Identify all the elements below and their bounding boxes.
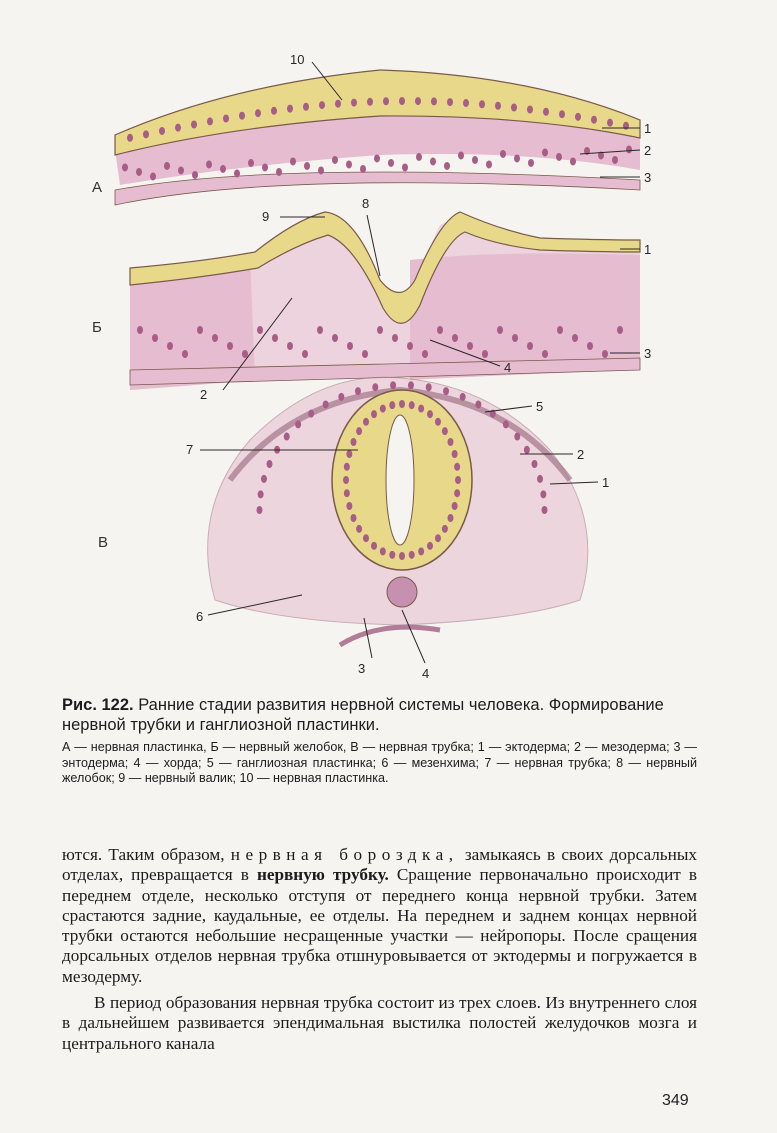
cell-nucleus: [323, 400, 329, 408]
cell-nucleus: [284, 433, 290, 441]
cell-nucleus: [542, 148, 548, 156]
cell-nucleus: [458, 151, 464, 159]
cell-nucleus: [380, 405, 386, 413]
cell-nucleus: [362, 350, 368, 358]
cell-nucleus: [360, 165, 366, 173]
cell-nucleus: [137, 326, 143, 334]
cell-nucleus: [150, 172, 156, 180]
cell-nucleus: [389, 401, 395, 409]
cell-nucleus: [514, 433, 520, 441]
cell-nucleus: [444, 162, 450, 170]
p1-end: Сращение первоначально происходит в переднем отделе, несколько отступя от переднего конца нервной трубки. Затем срастаются задние, каудальные, ее отделы. На переднем и заднем концах нервной трубки остаются небольшие несращенные участки — нейропоры. После сращения дорсальных отделов нервная трубка отшнуровывается от эктодермы и погружается в мезодерму.: [62, 865, 697, 986]
label-3-c: 3: [358, 661, 366, 676]
p1-bold-term: нервную трубку.: [256, 865, 389, 885]
cell-nucleus: [255, 109, 261, 117]
cell-nucleus: [304, 162, 310, 170]
caption-title-text: Ранние стадии развития нервной системы человека. Формирование нервной трубки и ганглиозной пластинки.: [62, 696, 664, 734]
cell-nucleus: [399, 97, 405, 105]
cell-nucleus: [612, 156, 618, 164]
cell-nucleus: [542, 506, 548, 514]
cell-nucleus: [557, 326, 563, 334]
label-5: 5: [536, 399, 544, 414]
cell-nucleus: [383, 97, 389, 105]
cell-nucleus: [500, 150, 506, 158]
label-4-c: 4: [422, 666, 430, 681]
p1-mid: замыкаясь в своих дорсальных отделах, превращается в: [62, 845, 697, 885]
cell-nucleus: [346, 502, 352, 510]
cell-nucleus: [346, 160, 352, 168]
cell-nucleus: [454, 489, 460, 497]
cell-nucleus: [431, 97, 437, 105]
cell-nucleus: [447, 98, 453, 106]
p1-spaced-term: нервная бороздка,: [230, 845, 459, 864]
cell-nucleus: [390, 381, 396, 389]
cell-nucleus: [475, 400, 481, 408]
cell-nucleus: [192, 171, 198, 179]
paragraph-1: [62, 845, 697, 987]
label-9: 9: [262, 209, 270, 224]
embryology-figure: [80, 40, 720, 690]
cell-nucleus: [351, 514, 357, 522]
cell-nucleus: [302, 350, 308, 358]
cell-nucleus: [258, 490, 264, 498]
cell-nucleus: [262, 163, 268, 171]
cell-nucleus: [303, 103, 309, 111]
cell-nucleus: [452, 334, 458, 342]
cell-nucleus: [559, 110, 565, 118]
cell-nucleus: [442, 427, 448, 435]
cell-nucleus: [356, 525, 362, 533]
cell-nucleus: [136, 168, 142, 176]
cell-nucleus: [344, 489, 350, 497]
label-6: 6: [196, 609, 204, 624]
cell-nucleus: [418, 405, 424, 413]
cell-nucleus: [227, 342, 233, 350]
cell-nucleus: [447, 438, 453, 446]
label-4-b: 4: [504, 360, 512, 375]
cell-nucleus: [374, 154, 380, 162]
panel-letter-b: Б: [92, 319, 102, 336]
cell-nucleus: [495, 102, 501, 110]
cell-nucleus: [367, 98, 373, 106]
cell-nucleus: [543, 108, 549, 116]
panel-letter-a: А: [92, 179, 103, 196]
cell-nucleus: [542, 350, 548, 358]
cell-nucleus: [272, 334, 278, 342]
cell-nucleus: [363, 534, 369, 542]
cell-nucleus: [540, 490, 546, 498]
cell-nucleus: [447, 514, 453, 522]
cell-nucleus: [261, 475, 267, 483]
cell-nucleus: [380, 547, 386, 555]
label-7: 7: [186, 442, 194, 457]
label-8: 8: [362, 196, 370, 211]
cell-nucleus: [206, 160, 212, 168]
cell-nucleus: [463, 99, 469, 107]
cell-nucleus: [607, 119, 613, 127]
cell-nucleus: [435, 418, 441, 426]
cell-nucleus: [143, 130, 149, 138]
cell-nucleus: [623, 122, 629, 130]
cell-nucleus: [167, 342, 173, 350]
cell-nucleus: [351, 99, 357, 107]
cell-nucleus: [409, 551, 415, 559]
cell-nucleus: [276, 168, 282, 176]
cell-nucleus: [591, 116, 597, 124]
cell-nucleus: [295, 420, 301, 428]
cell-nucleus: [443, 387, 449, 395]
cell-nucleus: [472, 156, 478, 164]
cell-nucleus: [497, 326, 503, 334]
cell-nucleus: [486, 160, 492, 168]
cell-nucleus: [372, 383, 378, 391]
cell-nucleus: [127, 134, 133, 142]
label-2-a: 2: [644, 143, 652, 158]
cell-nucleus: [482, 350, 488, 358]
cell-nucleus: [452, 450, 458, 458]
cell-nucleus: [287, 105, 293, 113]
cell-nucleus: [290, 157, 296, 165]
label-3-b: 3: [644, 346, 652, 361]
cell-nucleus: [318, 166, 324, 174]
cell-nucleus: [503, 420, 509, 428]
cell-nucleus: [308, 410, 314, 418]
cell-nucleus: [454, 463, 460, 471]
cell-nucleus: [528, 159, 534, 167]
cell-nucleus: [418, 547, 424, 555]
cell-nucleus: [570, 157, 576, 165]
cell-nucleus: [467, 342, 473, 350]
cell-nucleus: [416, 153, 422, 161]
cell-nucleus: [197, 326, 203, 334]
cell-nucleus: [399, 552, 405, 560]
label-2-b: 2: [200, 387, 208, 402]
cell-nucleus: [355, 387, 361, 395]
cell-nucleus: [351, 438, 357, 446]
cell-nucleus: [524, 446, 530, 454]
cell-nucleus: [602, 350, 608, 358]
panel-letter-c: В: [98, 534, 109, 551]
cell-nucleus: [572, 334, 578, 342]
cell-nucleus: [430, 157, 436, 165]
cell-nucleus: [407, 342, 413, 350]
cell-nucleus: [409, 401, 415, 409]
cell-nucleus: [422, 350, 428, 358]
panel-b-neural-groove: [130, 212, 640, 390]
cell-nucleus: [377, 326, 383, 334]
cell-nucleus: [191, 120, 197, 128]
cell-nucleus: [460, 393, 466, 401]
cell-nucleus: [626, 145, 632, 153]
cell-nucleus: [159, 127, 165, 135]
p1-start: ются. Таким образом,: [62, 845, 231, 864]
cell-nucleus: [152, 334, 158, 342]
cell-nucleus: [402, 163, 408, 171]
cell-nucleus: [220, 165, 226, 173]
cell-nucleus: [437, 326, 443, 334]
cell-nucleus: [388, 159, 394, 167]
paragraph-2: В период образования нервная трубка состоит из трех слоев. Из внутреннего слоя в дальнейшем развивается эпендимальная выстилка полостей желудочков мозга и центрального канала: [62, 993, 697, 1053]
panel-a-neural-plate: [115, 70, 640, 205]
cell-nucleus: [164, 162, 170, 170]
cell-nucleus: [257, 326, 263, 334]
figure-number: Рис. 122.: [62, 696, 134, 714]
cell-nucleus: [267, 460, 273, 468]
cell-nucleus: [223, 114, 229, 122]
cell-nucleus: [175, 124, 181, 132]
cell-nucleus: [182, 350, 188, 358]
cell-nucleus: [319, 101, 325, 109]
cell-nucleus: [527, 342, 533, 350]
panel-c-neural-tube: [208, 377, 588, 645]
cell-nucleus: [392, 334, 398, 342]
cell-nucleus: [511, 103, 517, 111]
label-2-c: 2: [577, 447, 585, 462]
cell-nucleus: [257, 506, 263, 514]
cell-nucleus: [287, 342, 293, 350]
cell-nucleus: [426, 383, 432, 391]
cell-nucleus: [455, 476, 461, 484]
cell-nucleus: [178, 166, 184, 174]
cell-nucleus: [346, 450, 352, 458]
cell-nucleus: [537, 475, 543, 483]
cell-nucleus: [317, 326, 323, 334]
cell-nucleus: [531, 460, 537, 468]
cell-nucleus: [575, 113, 581, 121]
cell-nucleus: [335, 100, 341, 108]
cell-nucleus: [427, 542, 433, 550]
cell-nucleus: [452, 502, 458, 510]
caption-title: [62, 695, 697, 735]
cell-nucleus: [399, 400, 405, 408]
cell-nucleus: [343, 476, 349, 484]
cell-nucleus: [248, 159, 254, 167]
cell-nucleus: [356, 427, 362, 435]
label-1-a: 1: [644, 121, 652, 136]
neural-development-illustration: [80, 40, 720, 690]
cell-nucleus: [332, 156, 338, 164]
label-1-c: 1: [602, 475, 610, 490]
cell-nucleus: [338, 393, 344, 401]
cell-nucleus: [512, 334, 518, 342]
cell-nucleus: [389, 551, 395, 559]
cell-nucleus: [527, 106, 533, 114]
cell-nucleus: [587, 342, 593, 350]
cell-nucleus: [212, 334, 218, 342]
cell-nucleus: [514, 154, 520, 162]
cell-nucleus: [239, 112, 245, 120]
cell-nucleus: [344, 463, 350, 471]
cell-nucleus: [371, 542, 377, 550]
cell-nucleus: [427, 410, 433, 418]
cell-nucleus: [435, 534, 441, 542]
body-text: [62, 845, 697, 1054]
cell-nucleus: [415, 97, 421, 105]
cell-nucleus: [234, 169, 240, 177]
cell-nucleus: [479, 100, 485, 108]
cell-nucleus: [442, 525, 448, 533]
cell-nucleus: [371, 410, 377, 418]
cell-nucleus: [347, 342, 353, 350]
figure-caption: [62, 695, 697, 787]
label-1-b: 1: [644, 242, 652, 257]
cell-nucleus: [271, 107, 277, 115]
cell-nucleus: [363, 418, 369, 426]
cell-nucleus: [556, 153, 562, 161]
cell-nucleus: [332, 334, 338, 342]
cell-nucleus: [408, 381, 414, 389]
caption-legend: А — нервная пластинка, Б — нервный желобок, В — нервная трубка; 1 — эктодерма; 2 — мезодерма; 3 — энтодерма; 4 — хорда; 5 — ганглиозная пластинка; 6 — мезенхима; 7 — нервная трубка; 8 — нервный желобок; 9 — нервный валик; 10 — нервная пластинка.: [62, 740, 697, 785]
cell-nucleus: [617, 326, 623, 334]
label-10: 10: [290, 52, 305, 67]
cell-nucleus: [207, 117, 213, 125]
cell-nucleus: [122, 163, 128, 171]
page-number: 349: [662, 1092, 689, 1109]
label-3-a: 3: [644, 170, 652, 185]
cell-nucleus: [242, 350, 248, 358]
